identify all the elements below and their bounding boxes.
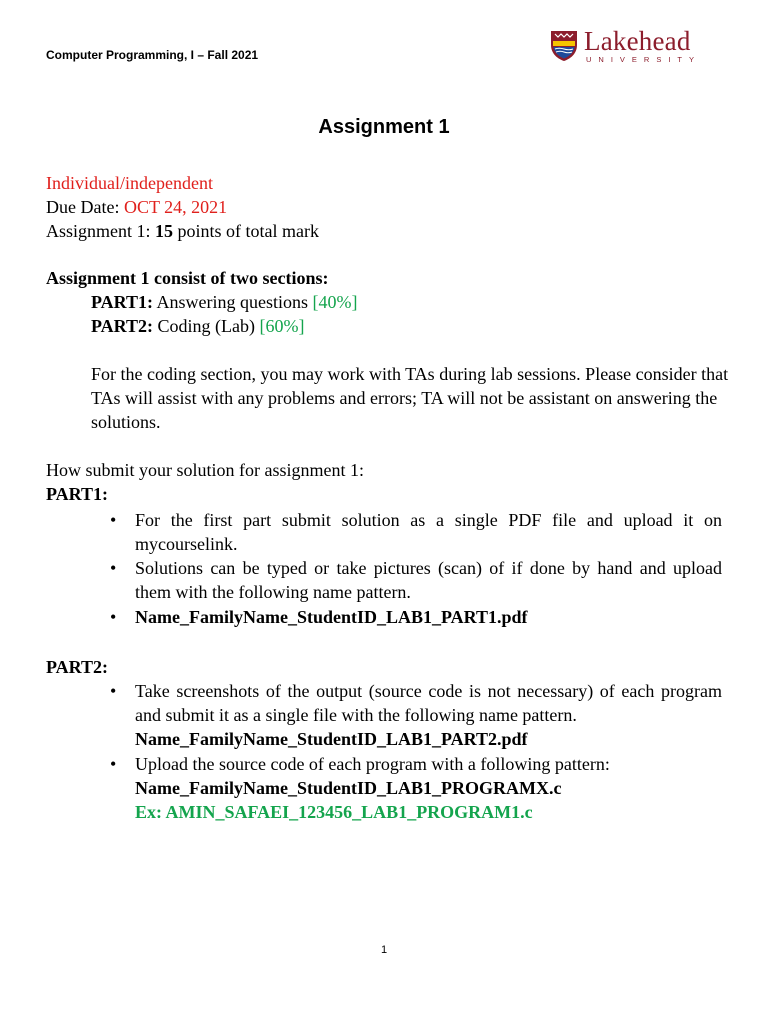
part1-filename: Name_FamilyName_StudentID_LAB1_PART1.pdf	[135, 607, 528, 627]
program-filename-example: Ex: AMIN_SAFAEI_123456_LAB1_PROGRAM1.c	[135, 802, 533, 822]
bullet-icon: •	[110, 607, 117, 627]
part1-bullet-pdf: For the first part submit solution as a single PDF file and upload it on mycourselink.	[135, 510, 722, 554]
shield-icon	[550, 30, 578, 62]
due-date-line	[46, 195, 227, 219]
part1-weight: [40%]	[312, 292, 358, 312]
part2-heading: PART2:	[46, 657, 109, 677]
points-line	[46, 219, 319, 243]
logo-wordmark: Lakehead	[584, 26, 691, 56]
logo-subtitle: UNIVERSITY	[586, 55, 702, 64]
lab-note: For the coding section, you may work with TAs during lab sessions. Please consider that TAs will assist with any problems and errors; TA will not be assistant on answering the solutions.	[91, 364, 729, 432]
part1-summary	[91, 290, 358, 314]
due-date-value: OCT 24, 2021	[123, 197, 228, 217]
due-date-label: Due Date:	[46, 197, 124, 217]
part2-filename: Name_FamilyName_StudentID_LAB1_PART2.pdf	[135, 729, 528, 749]
part1-summary-label: PART1:	[91, 292, 154, 312]
part2-summary-text: Coding (Lab)	[153, 316, 260, 336]
part1-bullet-scan: Solutions can be typed or take pictures (scan) of if done by hand and upload them with the following name pattern.	[135, 558, 722, 602]
part2-bullet-source: Upload the source code of each program with a following pattern:	[135, 754, 610, 774]
points-suffix: points of total mark	[173, 221, 319, 241]
mode-line: Individual/independent	[46, 173, 213, 193]
bullet-icon: •	[110, 558, 117, 578]
part1-heading: PART1:	[46, 484, 109, 504]
submit-intro: How submit your solution for assignment 1:	[46, 460, 364, 480]
sections-heading: Assignment 1 consist of two sections:	[46, 268, 329, 288]
part2-summary-label: PART2:	[91, 316, 154, 336]
part2-summary	[91, 314, 305, 338]
page-number: 1	[380, 944, 388, 956]
university-logo	[550, 28, 700, 68]
course-header: Computer Programming, I – Fall 2021	[46, 48, 259, 62]
part2-bullet-screenshots: Take screenshots of the output (source code is not necessary) of each program and submit it as a single file with the following name pattern.	[135, 681, 722, 725]
bullet-icon: •	[110, 754, 117, 774]
part1-summary-text: Answering questions	[153, 292, 313, 312]
page-title: Assignment 1	[318, 116, 450, 138]
points-value: 15	[155, 221, 174, 241]
program-filename-pattern: Name_FamilyName_StudentID_LAB1_PROGRAMX.c	[135, 778, 562, 798]
points-prefix: Assignment 1:	[46, 221, 156, 241]
bullet-icon: •	[110, 681, 117, 701]
bullet-icon: •	[110, 510, 117, 530]
part2-weight: [60%]	[259, 316, 305, 336]
